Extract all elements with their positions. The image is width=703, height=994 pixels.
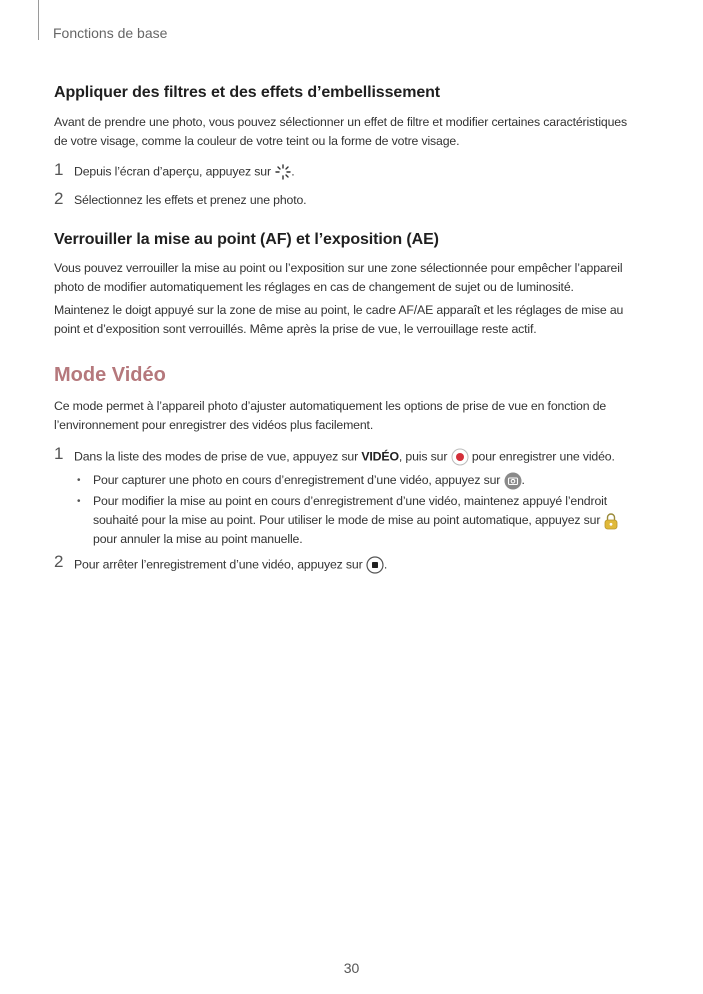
bullet-text bbox=[93, 492, 645, 549]
header-rule bbox=[38, 0, 39, 40]
bullet-line: pour annuler la mise au point manuelle. bbox=[93, 532, 303, 546]
step-text-part: Depuis l’écran d’aperçu, appuyez sur bbox=[74, 164, 271, 179]
lock-p1-line2: photo de modifier automatiquement les réglages en cas de changement de sujet ou de luminosité. bbox=[54, 280, 574, 294]
step-number: 2 bbox=[54, 552, 64, 571]
step-text-part: , puis sur bbox=[398, 449, 448, 464]
camera-capture-icon bbox=[504, 472, 522, 490]
padlock-icon bbox=[604, 512, 618, 530]
page-number: 30 bbox=[343, 960, 360, 976]
filters-intro-line1: Avant de prendre une photo, vous pouvez sélectionner un effet de filtre et modifier certaines caractéristiques bbox=[54, 115, 627, 129]
video-heading: Mode Vidéo bbox=[54, 364, 166, 386]
bullet-dot: • bbox=[77, 496, 81, 507]
video-mode-keyword: VIDÉO bbox=[361, 449, 399, 464]
record-icon bbox=[451, 448, 469, 466]
bullet-text-end: . bbox=[521, 473, 525, 487]
lock-p2-line2: point et d’exposition sont verrouillés. Même après la prise de vue, le verrouillage reste actif. bbox=[54, 322, 537, 336]
step-text-part: pour enregistrer une vidéo. bbox=[471, 449, 615, 464]
step-text-part: Dans la liste des modes de prise de vue, appuyez sur bbox=[74, 449, 359, 464]
step-number: 2 bbox=[54, 189, 64, 208]
bullet-text-part: Pour capturer une photo en cours d’enregistrement d’une vidéo, appuyez sur bbox=[93, 473, 501, 487]
step-text bbox=[74, 164, 295, 180]
step-text-end: . bbox=[291, 164, 295, 179]
filters-intro bbox=[54, 113, 654, 151]
step-text-part: Pour arrêter l’enregistrement d’une vidéo, appuyez sur bbox=[74, 557, 363, 572]
video-intro-line2: l’environnement pour enregistrer des vidéos plus facilement. bbox=[54, 418, 374, 432]
step-text: Sélectionnez les effets et prenez une photo. bbox=[74, 193, 307, 207]
bullet-line bbox=[93, 511, 645, 530]
step-number: 1 bbox=[54, 444, 64, 463]
sparkle-effects-icon bbox=[275, 164, 291, 180]
step-text bbox=[74, 448, 615, 466]
step-number: 1 bbox=[54, 160, 64, 179]
lock-heading: Verrouiller la mise au point (AF) et l’exposition (AE) bbox=[54, 231, 439, 248]
bullet-line: Pour modifier la mise au point en cours d’enregistrement d’une vidéo, maintenez appuyé l’endroit bbox=[93, 494, 607, 508]
stop-icon bbox=[366, 556, 384, 574]
video-intro-line1: Ce mode permet à l’appareil photo d’ajuster automatiquement les options de prise de vue en fonction de bbox=[54, 399, 607, 413]
running-title: Fonctions de base bbox=[53, 25, 168, 41]
lock-p1-line1: Vous pouvez verrouiller la mise au point ou l’exposition sur une zone sélectionnée pour empêcher l’appareil bbox=[54, 261, 623, 275]
bullet-text bbox=[93, 471, 645, 490]
lock-p2-line1: Maintenez le doigt appuyé sur la zone de mise au point, le cadre AF/AE apparaît et les réglages de mise au bbox=[54, 303, 624, 317]
step-text-end: . bbox=[383, 557, 388, 572]
step-text bbox=[74, 556, 387, 574]
bullet-text-part: souhaité pour la mise au point. Pour utiliser le mode de mise au point automatique, appuyez sur bbox=[93, 513, 601, 527]
bullet-dot: • bbox=[77, 475, 81, 486]
filters-heading: Appliquer des filtres et des effets d’embellissement bbox=[54, 84, 441, 101]
video-intro bbox=[54, 397, 654, 435]
lock-paragraph-2 bbox=[54, 301, 654, 339]
filters-intro-line2: de votre visage, comme la couleur de votre teint ou la forme de votre visage. bbox=[54, 134, 460, 148]
lock-paragraph-1 bbox=[54, 259, 654, 297]
